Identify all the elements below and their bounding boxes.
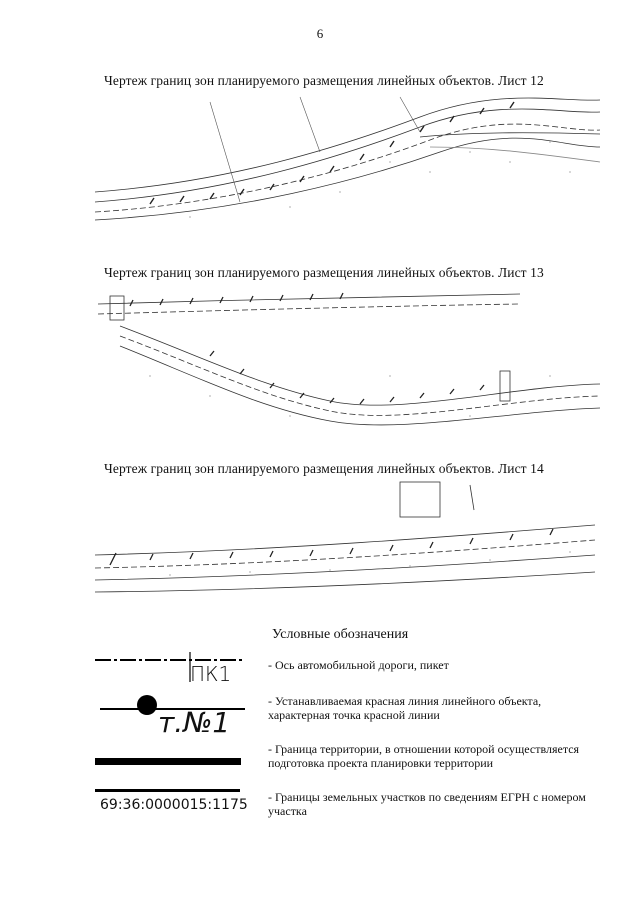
drawing-sheet-13 [90, 286, 602, 436]
drawing-sheet-14 [90, 480, 602, 610]
sheet-title-14: Чертеж границ зон планируемого размещения линейных объектов. Лист 14 [104, 461, 544, 476]
legend-item-1: - Ось автомобильной дороги, пикет [268, 658, 449, 672]
legend-item-2: - Устанавливаемая красная линия линейного объекта, характерная точка красной линии [268, 694, 542, 722]
legend-title: Условные обозначения [272, 627, 409, 642]
sheet-title-13: Чертеж границ зон планируемого размещения линейных объектов. Лист 13 [104, 265, 544, 280]
legend-territory-boundary-symbol [95, 758, 241, 765]
sheet-title-12: Чертеж границ зон планируемого размещения линейных объектов. Лист 12 [104, 73, 544, 88]
legend-picket-label: ПК1 [190, 662, 232, 686]
legend-parcel-number: 69:36:0000015:1175 [100, 797, 248, 813]
page-number: 6 [316, 26, 324, 41]
legend-parcel-boundary-symbol [95, 789, 240, 792]
legend-item-3: - Граница территории, в отношении которой осуществляется подготовка проекта планировки территории [268, 742, 580, 770]
drawing-sheet-12 [90, 92, 602, 230]
legend-point-label: т.№1 [158, 706, 231, 739]
legend-item-4: - Границы земельных участков по сведениям ЕГРН с номером участка [268, 790, 586, 818]
